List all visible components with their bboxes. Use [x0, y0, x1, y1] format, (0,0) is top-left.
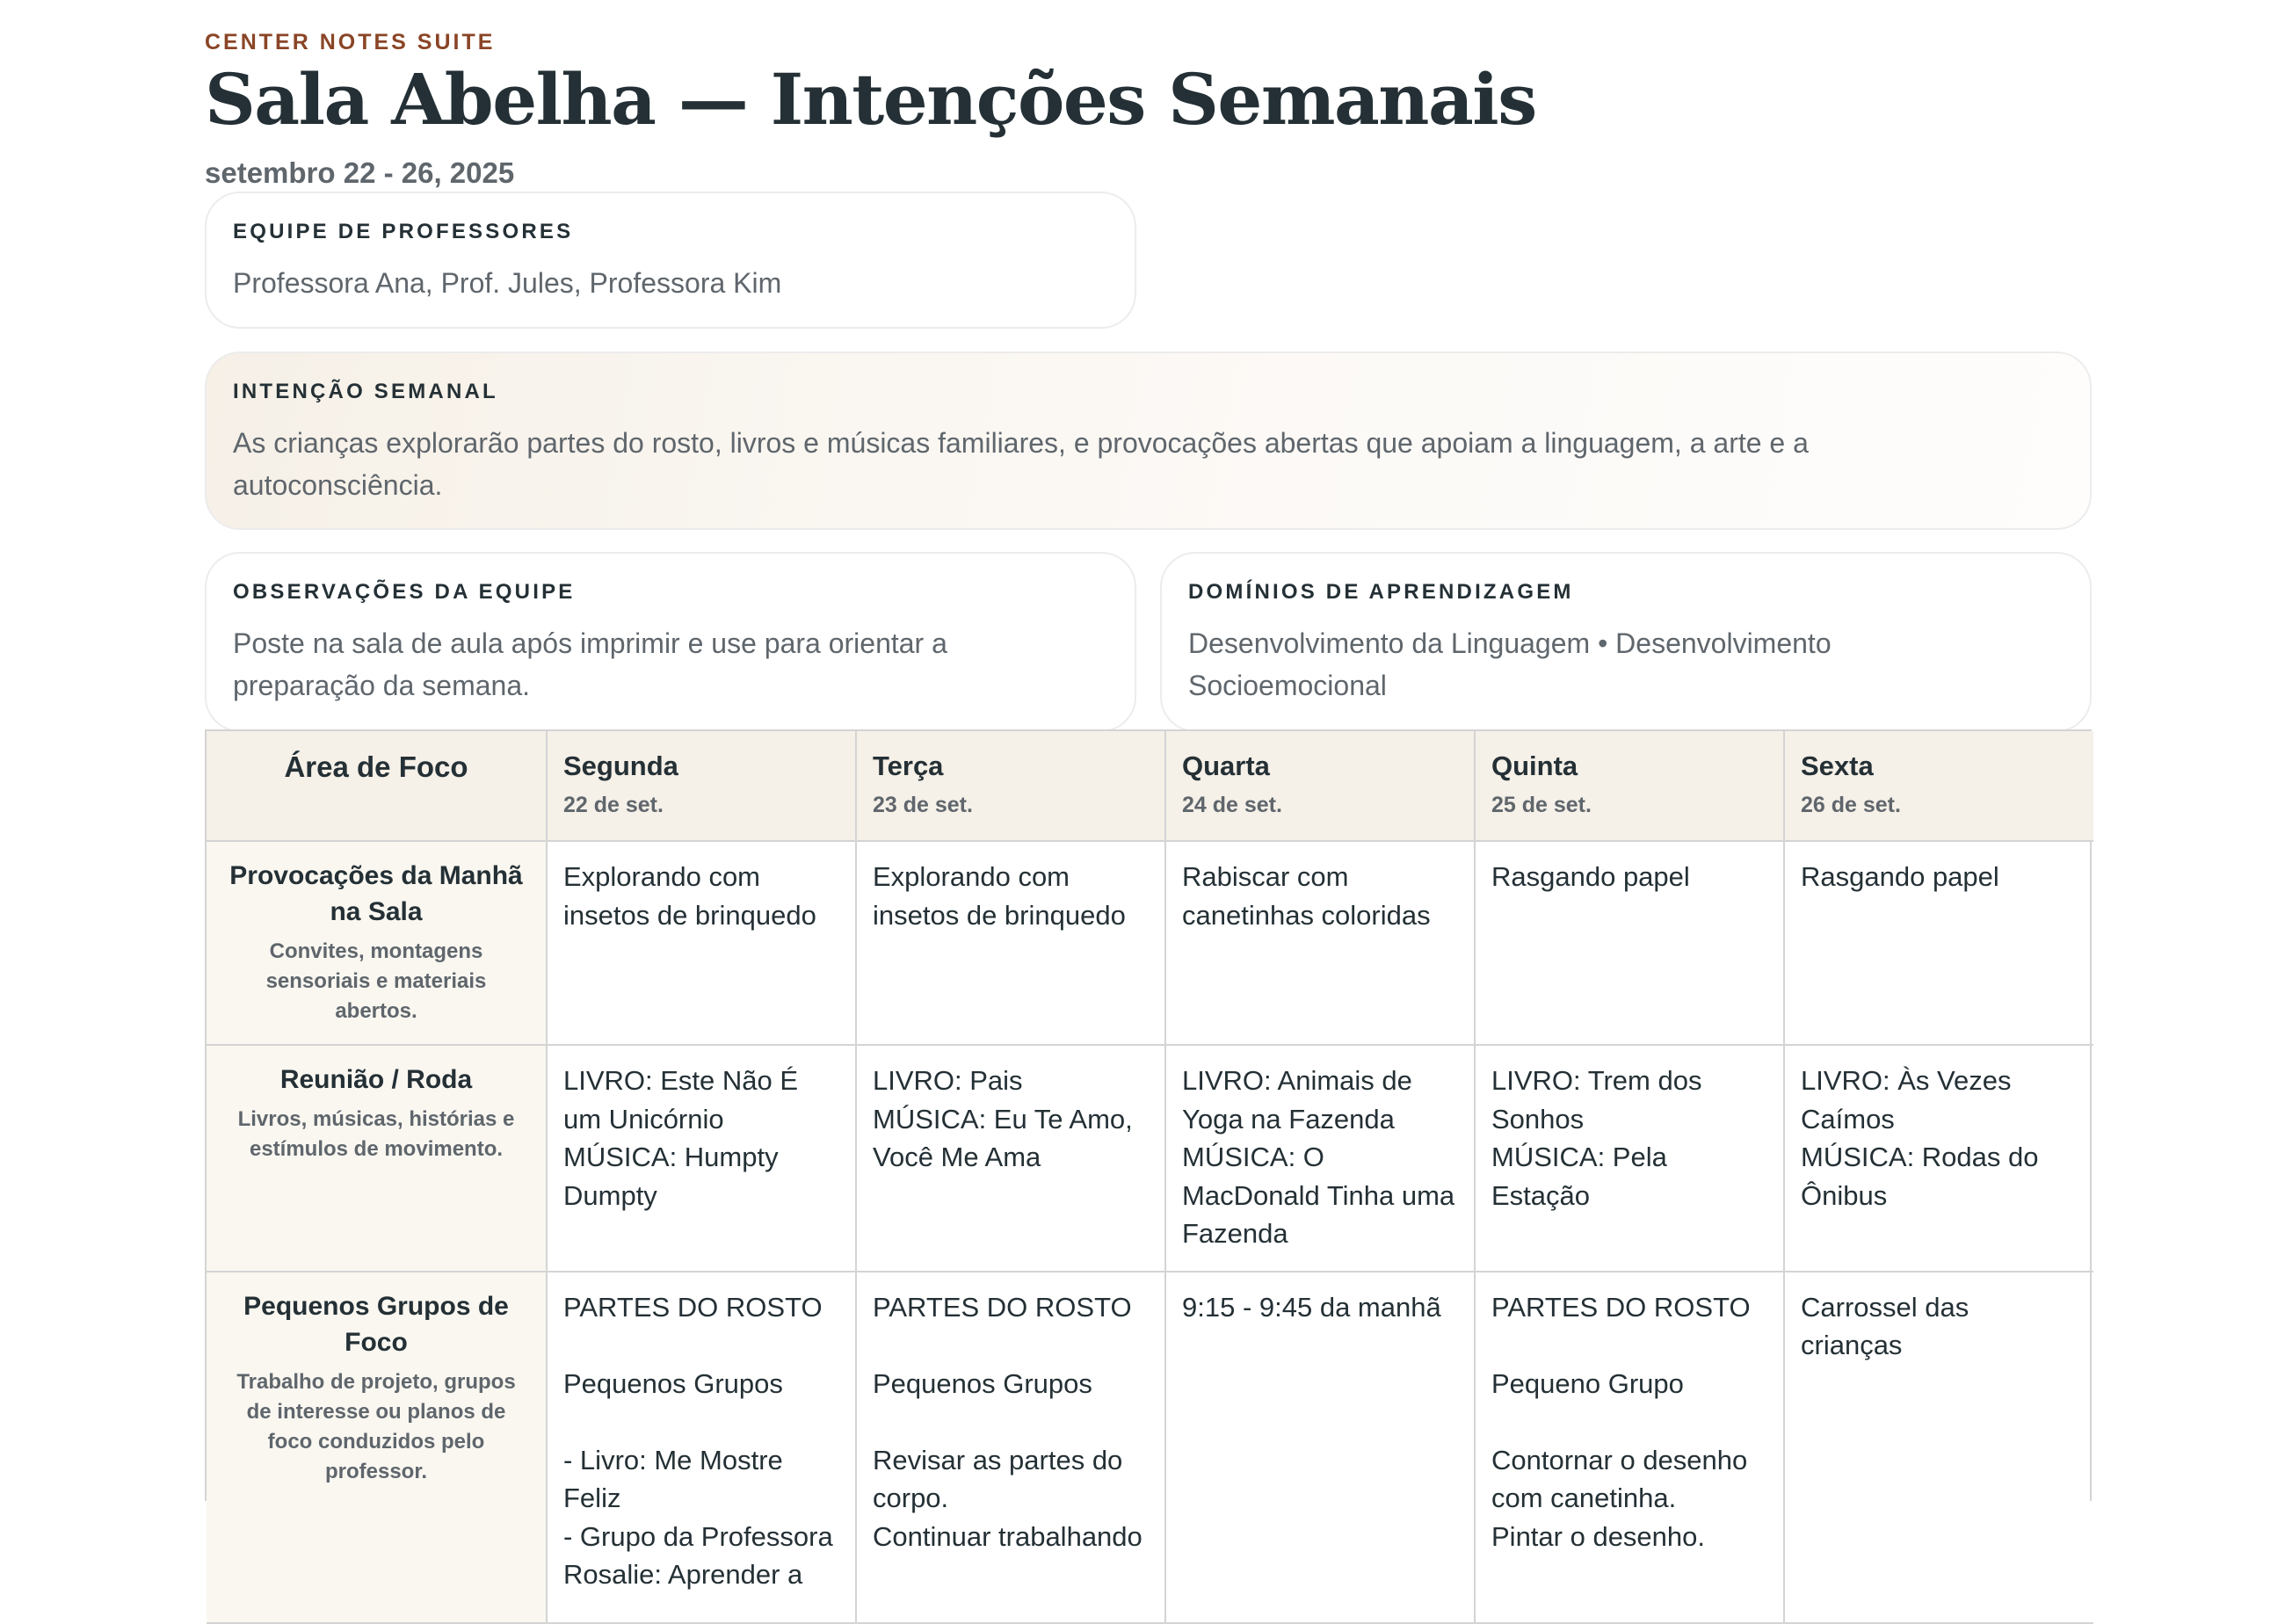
plan-cell-line [873, 1403, 1149, 1441]
day-name: Quinta [1491, 750, 1578, 781]
plan-cell-line [1491, 1326, 1767, 1365]
card-text: Poste na sala de aula após imprimir e use para orientar a preparação da semana. [233, 627, 947, 701]
day-date: 23 de set. [873, 793, 973, 817]
plan-cell-line: Pequenos Grupos [563, 1367, 783, 1399]
plan-cell-line: Continuar trabalhando [873, 1520, 1142, 1552]
plan-cell-friday [1784, 1272, 2093, 1623]
plan-cell-line: PARTES DO ROSTO [873, 1291, 1132, 1323]
plan-cell-line: MÚSICA: Humpty Dumpty [563, 1142, 779, 1211]
plan-cell-line [1491, 1403, 1767, 1441]
card-text: Desenvolvimento da Linguagem • Desenvolvimento Socioemocional [1188, 627, 1832, 701]
table-header-row [207, 731, 2093, 841]
plan-cell-line: Rasgando papel [1801, 861, 1999, 892]
plan-cell-line: Rabiscar com canetinhas coloridas [1182, 861, 1431, 931]
plan-cell-thursday [1475, 1045, 1784, 1272]
table-row [207, 841, 2093, 1045]
plan-cell-line: Rasgando papel [1491, 861, 1690, 892]
plan-cell-friday [1784, 1045, 2093, 1272]
focus-area-cell [207, 841, 547, 1045]
card-label: OBSERVAÇÕES DA EQUIPE [233, 580, 576, 604]
plan-cell-line: Contornar o desenho com canetinha. [1491, 1444, 1748, 1513]
plan-cell-line: - Grupo da Professora Rosalie: Aprender a [563, 1520, 833, 1590]
plan-cell-line: PARTES DO ROSTO [563, 1291, 823, 1323]
plan-cell-tuesday [856, 841, 1165, 1045]
app-eyebrow: CENTER NOTES SUITE [205, 30, 496, 54]
plan-cell-friday [1784, 841, 2093, 1045]
day-header-monday [547, 731, 856, 841]
plan-cell-line [873, 1326, 1149, 1365]
plan-cell-line: PARTES DO ROSTO [1491, 1291, 1751, 1323]
day-date: 24 de set. [1182, 793, 1282, 817]
plan-cell-line: MÚSICA: Rodas do Ônibus [1801, 1142, 2039, 1211]
plan-cell-line: LIVRO: Às Vezes Caímos [1801, 1065, 2012, 1135]
plan-cell-line: - Livro: Me Mostre Feliz [563, 1444, 783, 1513]
card-label: DOMÍNIOS DE APRENDIZAGEM [1188, 580, 1574, 604]
plan-cell-thursday [1475, 1272, 1784, 1623]
day-name: Quarta [1182, 750, 1270, 781]
day-header-thursday [1475, 731, 1784, 841]
day-date: 22 de set. [563, 793, 664, 817]
focus-area-header: Área de Foco [207, 731, 547, 841]
focus-area-title: Provocações da Manhã na Sala [229, 861, 523, 926]
focus-area-title: Pequenos Grupos de Foco [243, 1291, 509, 1357]
plan-cell-line: Pequenos Grupos [873, 1367, 1092, 1399]
card-text: Professora Ana, Prof. Jules, Professora Kim [233, 267, 782, 299]
plan-cell-line: MÚSICA: Pela Estação [1491, 1142, 1667, 1211]
table-row [207, 1272, 2093, 1623]
focus-area-description: Convites, montagens sensoriais e materiais abertos. [265, 939, 487, 1023]
plan-cell-wednesday [1165, 841, 1475, 1045]
plan-cell-monday [547, 1045, 856, 1272]
date-range: setembro 22 - 26, 2025 [205, 156, 515, 189]
plan-cell-wednesday [1165, 1272, 1475, 1623]
plan-cell-thursday [1475, 841, 1784, 1045]
plan-cell-line [563, 1326, 839, 1365]
plan-cell-line: LIVRO: Pais [873, 1065, 1023, 1096]
plan-cell-line: Explorando com insetos de brinquedo [873, 861, 1126, 931]
page-title: Sala Abelha — Intenções Semanais [205, 58, 1536, 141]
plan-cell-wednesday [1165, 1045, 1475, 1272]
plan-cell-line: LIVRO: Animais de Yoga na Fazenda [1182, 1065, 1412, 1135]
card-text: As crianças explorarão partes do rosto, livros e músicas familiares, e provocações abertas que apoiam a linguagem, a arte e a autoconsciência. [233, 427, 1809, 501]
focus-area-cell [207, 1272, 547, 1623]
day-header-wednesday [1165, 731, 1475, 841]
plan-cell-line: Carrossel das crianças [1801, 1291, 1969, 1360]
card-label: EQUIPE DE PROFESSORES [233, 220, 574, 243]
plan-cell-line: 9:15 - 9:45 da manhã [1182, 1291, 1441, 1323]
weekly-intention-card [205, 352, 2092, 530]
plan-cell-line: Pintar o desenho. [1491, 1520, 1706, 1552]
plan-cell-line [563, 1403, 839, 1441]
focus-area-title: Reunião / Roda [279, 1065, 473, 1094]
day-header-tuesday [856, 731, 1165, 841]
focus-area-description: Livros, músicas, histórias e estímulos de movimento. [237, 1107, 515, 1161]
day-date: 26 de set. [1801, 793, 1901, 817]
plan-cell-tuesday [856, 1045, 1165, 1272]
card-label: INTENÇÃO SEMANAL [233, 380, 498, 403]
teacher-team-card [205, 192, 1136, 329]
day-header-friday [1784, 731, 2093, 841]
plan-cell-monday [547, 1272, 856, 1623]
plan-cell-line: Pequeno Grupo [1491, 1367, 1684, 1399]
table-row [207, 1045, 2093, 1272]
plan-cell-line: Revisar as partes do corpo. [873, 1444, 1123, 1513]
plan-cell-tuesday [856, 1272, 1165, 1623]
plan-cell-line: LIVRO: Trem dos Sonhos [1491, 1065, 1702, 1135]
focus-area-cell [207, 1045, 547, 1272]
plan-cell-line: MÚSICA: O MacDonald Tinha uma Fazenda [1182, 1142, 1455, 1249]
day-name: Segunda [563, 750, 678, 781]
day-name: Sexta [1801, 750, 1874, 781]
weekly-plan-table [205, 729, 2092, 1590]
day-name: Terça [873, 750, 944, 781]
plan-cell-monday [547, 841, 856, 1045]
focus-area-description: Trabalho de projeto, grupos de interesse ou planos de foco conduzidos pelo professor. [236, 1369, 516, 1483]
team-notes-card [205, 552, 1136, 732]
day-date: 25 de set. [1491, 793, 1592, 817]
plan-cell-line: MÚSICA: Eu Te Amo, Você Me Ama [873, 1103, 1133, 1172]
learning-domains-card [1160, 552, 2092, 732]
plan-cell-line: LIVRO: Este Não É um Unicórnio [563, 1065, 799, 1135]
plan-cell-line: Explorando com insetos de brinquedo [563, 861, 816, 931]
